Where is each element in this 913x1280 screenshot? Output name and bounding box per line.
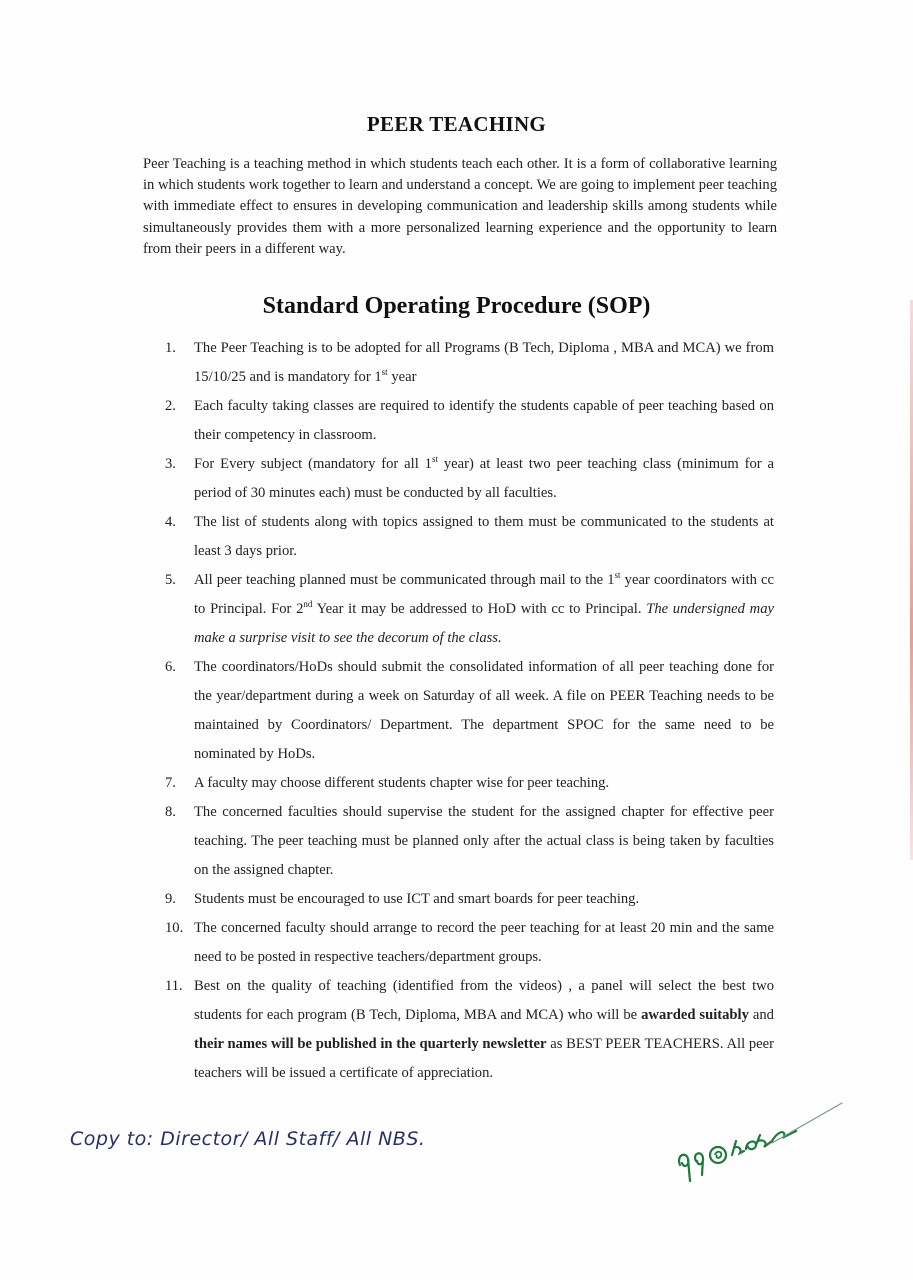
superscript: st xyxy=(381,367,388,378)
text-run: For Every subject (mandatory for all 1 xyxy=(194,456,432,472)
sop-item-number: 9. xyxy=(165,891,176,907)
sop-item xyxy=(165,885,774,914)
sop-item-text xyxy=(194,456,774,501)
text-run: The coordinators/HoDs should submit the consolidated information of all peer teaching done for the year/department during a week on Saturday of all week. A file on PEER Teaching needs to be maintained by Coordinators/ Department. The department SPOC for the same need to be nominated by HoDs. xyxy=(194,659,774,762)
text-run: Students must be encouraged to use ICT and smart boards for peer teaching. xyxy=(194,891,640,907)
superscript: nd xyxy=(303,599,313,610)
sop-item xyxy=(165,450,774,508)
sop-item xyxy=(165,798,774,885)
text-run: year) at least two peer teaching class (minimum for a period of 30 minutes each) must be conducted by all faculties. xyxy=(194,456,774,501)
text-run: year xyxy=(387,369,417,385)
text-run: Each faculty taking classes are required to identify the students capable of peer teaching based on their competency in classroom. xyxy=(194,398,774,443)
text-run: year coordinators with cc to Principal. For 2 xyxy=(194,572,774,617)
sop-item-number: 8. xyxy=(165,804,176,820)
sop-item-text xyxy=(194,659,774,762)
sop-item-text xyxy=(194,920,774,965)
sop-heading: Standard Operating Procedure (SOP) xyxy=(262,293,651,319)
sop-item-number: 10. xyxy=(165,920,184,936)
document-title: PEER TEACHING xyxy=(366,112,547,136)
sop-item xyxy=(165,566,774,653)
sop-item-number: 5. xyxy=(165,572,176,588)
intro-paragraph: Peer Teaching is a teaching method in which students teach each other. It is a form of collaborative learning in which students work together to learn and understand a concept. We are going to implement peer teaching with immediate effect to ensures in developing communication and leadership skills among students while simultaneously provides them with a more personalized learning experience and the opportunity to learn from their peers in a different way. xyxy=(143,156,777,257)
sop-item-number: 2. xyxy=(165,398,176,414)
emphasis-text: The undersigned may make a surprise visit to see the decorum of the class. xyxy=(194,601,774,646)
sop-item xyxy=(165,972,774,1088)
superscript: st xyxy=(431,454,438,465)
text-run: All peer teaching planned must be communicated through mail to the 1 xyxy=(194,572,615,588)
text-run: Year it may be addressed to HoD with cc to Principal. xyxy=(312,601,647,617)
sop-item-text xyxy=(194,340,774,385)
superscript: st xyxy=(614,570,621,581)
sop-item-number: 11. xyxy=(165,978,183,994)
sop-item-number: 6. xyxy=(165,659,176,675)
emphasis-text: their names will be published in the quarterly newsletter xyxy=(194,1036,547,1052)
sop-item-number: 3. xyxy=(165,456,176,472)
sop-item xyxy=(165,769,774,798)
text-run: The list of students along with topics assigned to them must be communicated to the students at least 3 days prior. xyxy=(194,514,774,559)
text-run: The concerned faculties should supervise the student for the assigned chapter for effective peer teaching. The peer teaching must be planned only after the actual class is being taken by faculties on the assigned chapter. xyxy=(194,804,774,878)
text-run: The Peer Teaching is to be adopted for all Programs (B Tech, Diploma , MBA and MCA) we from 15/10/25 and is mandatory for 1 xyxy=(194,340,774,385)
text-run: A faculty may choose different students chapter wise for peer teaching. xyxy=(194,775,610,791)
sop-item xyxy=(165,914,774,972)
sop-item xyxy=(165,653,774,769)
sop-list xyxy=(165,334,774,1088)
text-run: as BEST PEER TEACHERS. All peer teachers will be issued a certificate of appreciation. xyxy=(194,1036,774,1081)
sop-item-text xyxy=(194,514,774,559)
sop-item xyxy=(165,392,774,450)
text-run: Best on the quality of teaching (identified from the videos) , a panel will select the best two students for each program (B Tech, Diploma, MBA and MCA) who will be xyxy=(194,978,774,1023)
signature xyxy=(672,1095,847,1185)
sop-item xyxy=(165,508,774,566)
sop-item-text xyxy=(194,398,774,443)
sop-item-text xyxy=(194,891,639,907)
handwritten-copy-to-note: Copy to: Director/ All Staff/ All NBS. xyxy=(70,1128,426,1150)
sop-item-text xyxy=(194,775,609,791)
signature-image xyxy=(672,1095,847,1185)
sop-item-text xyxy=(194,978,774,1081)
emphasis-text: awarded suitably xyxy=(641,1007,749,1023)
text-run: and xyxy=(748,1007,774,1023)
text-run: The concerned faculty should arrange to record the peer teaching for at least 20 min and the same need to be posted in respective teachers/department groups. xyxy=(194,920,774,965)
sop-item-number: 1. xyxy=(165,340,176,356)
sop-item-number: 4. xyxy=(165,514,176,530)
sop-item-number: 7. xyxy=(165,775,176,791)
sop-item-text xyxy=(194,572,774,646)
sop-item xyxy=(165,334,774,392)
sop-item-text xyxy=(194,804,774,878)
